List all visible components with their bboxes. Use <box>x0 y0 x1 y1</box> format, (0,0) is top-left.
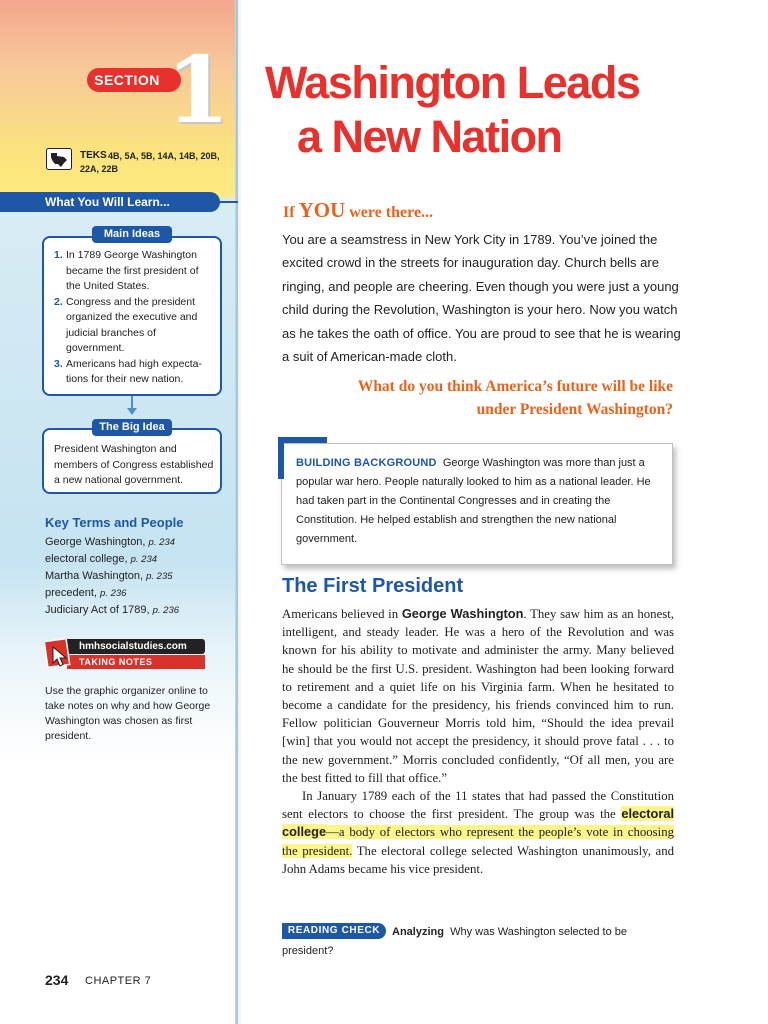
section-number: 1 <box>166 36 231 144</box>
building-background-body: George Washington was more than just a popular war hero. People naturally looked to him as a national leader. He had taken part in the Continental Congresses and in creating the Constitution. He helped establish and strengthen the new national government. <box>296 457 651 545</box>
key-term: Judiciary Act of 1789, <box>45 604 150 616</box>
big-idea-title: The Big Idea <box>92 419 172 436</box>
key-term: electoral college, <box>45 553 128 565</box>
main-idea-item <box>54 357 212 388</box>
online-taking-notes-link[interactable] <box>45 637 205 671</box>
main-idea-text: Americans had high expectations for their new nation. <box>66 357 202 385</box>
key-term: Martha Washington, <box>45 570 144 582</box>
key-term-page: p. 234 <box>130 554 158 565</box>
main-ideas-box <box>42 236 222 396</box>
page-title-line2: a New Nation <box>297 111 562 162</box>
page-number: 234 <box>45 972 69 988</box>
arrow-down-icon <box>127 408 137 415</box>
paragraph <box>282 787 674 878</box>
key-term-highlight: electoral college <box>282 806 675 840</box>
paragraph-text: . They saw him as an honest, intelligent, and steady leader. He was a hero of the Revolution and was known for his ability to motivate and administer the army. Many believed he should be the first U.S. president. Washington had been looking forward to retirement and a quiet life on his Virginia farm. When he hesitated to become a candidate for the presidency, his friends convinced him to run. Fellow politician Gouverneur Morris told him, “Should the idea prevail [win] that you would not accept the presidency, it should prove fatal . . . to the new government.” Morris concluded confidently, “Of all men, you are the best fitted to fill that office.” <box>282 607 674 785</box>
main-ideas-title: Main Ideas <box>92 226 172 243</box>
key-term-item <box>45 602 235 619</box>
paragraph-text: In January 1789 each of the 11 states that had passed the Constitution sent electors to choose the first president. The group was the <box>282 789 674 822</box>
key-terms-list <box>45 534 235 619</box>
teks-label: TEKS <box>80 150 107 161</box>
page-title <box>265 56 735 164</box>
main-idea-number: 1. <box>54 249 63 261</box>
building-background-text <box>296 454 666 549</box>
teks-codes-text: 4B, 5A, 5B, 14A, 14B, 20B, 22A, 22B <box>80 151 220 174</box>
main-idea-item <box>54 248 212 295</box>
definition-highlight: —a body of electors who represent the people’s vote in choosing the president. <box>282 825 674 858</box>
main-idea-item <box>54 295 212 357</box>
key-term-page: p. 234 <box>148 537 175 548</box>
key-term-highlight: George Washington <box>401 606 524 621</box>
reading-check-label: READING CHECK <box>282 923 386 939</box>
texas-star-icon <box>46 148 72 170</box>
paragraph <box>282 605 674 787</box>
taking-notes-label: TAKING NOTES <box>67 655 205 669</box>
main-idea-text: In 1789 George Washington became the first president of the United States. <box>66 249 199 292</box>
question-line1: What do you think America’s future will be like <box>357 378 673 395</box>
reading-check-skill: Analyzing <box>392 926 444 938</box>
if-you-you: YOU <box>298 198 346 222</box>
main-idea-number: 2. <box>54 295 63 308</box>
what-you-will-learn-banner: What You Will Learn... <box>0 192 220 212</box>
question-line2: under President Washington? <box>476 401 673 418</box>
key-term-page: p. 236 <box>100 588 127 599</box>
intro-paragraph: You are a seamstress in New York City in 1789. You’ve joined the excited crowd in the streets for inauguration day. Church bells are ringing, and people are cheering. Even though you were just a young child during the Revolution, Washington is your hero. Now you watch as he takes the oath of office. You are proud to see that he is wearing a suit of American-made cloth. <box>282 232 681 365</box>
online-url[interactable]: hmhsocialstudies.com <box>67 639 205 654</box>
paragraph-text: The electoral college selected Washington unanimously, and John Adams became his vice president. <box>282 843 674 876</box>
sidebar-shadow <box>236 0 242 1024</box>
teks-codes <box>80 150 230 176</box>
if-you-were-there-heading <box>283 198 433 223</box>
taking-notes-description: Use the graphic organizer online to take notes on why and how George Washington was chosen as first president. <box>45 685 211 742</box>
section-label: SECTION <box>87 68 181 92</box>
key-term-page: p. 236 <box>152 605 180 616</box>
box-corner-accent <box>278 437 284 479</box>
key-term-item <box>45 585 235 602</box>
key-term-item <box>45 551 235 568</box>
building-background-label: BUILDING BACKGROUND <box>296 457 437 469</box>
banner-rule <box>220 201 238 203</box>
key-term-item <box>45 534 235 551</box>
cursor-arrow-icon <box>45 637 75 671</box>
discussion-question <box>290 375 673 421</box>
main-idea-number: 3. <box>54 357 63 370</box>
chapter-label: CHAPTER 7 <box>85 975 152 987</box>
key-terms-heading: Key Terms and People <box>45 515 184 530</box>
key-term: precedent, <box>45 587 97 599</box>
page-title-line1: Washington Leads <box>265 57 640 108</box>
if-you-pre: If <box>283 204 295 221</box>
body-text <box>282 605 674 878</box>
box-corner-accent <box>281 437 327 443</box>
key-term-page: p. 235 <box>146 571 173 582</box>
key-term-item <box>45 568 235 585</box>
big-idea-text: President Washington and members of Congress established a new national government. <box>54 443 214 486</box>
section-heading: The First President <box>282 575 464 597</box>
big-idea-box <box>42 428 222 494</box>
paragraph-text: Americans believed in <box>282 607 399 621</box>
key-term: George Washington, <box>45 536 146 548</box>
if-you-post: were there... <box>349 204 434 221</box>
reading-check-question: Why was Washington selected to be president? <box>282 926 627 957</box>
main-idea-text: Congress and the president organized the executive and judicial branches of government. <box>66 295 198 354</box>
main-ideas-list <box>44 238 220 388</box>
